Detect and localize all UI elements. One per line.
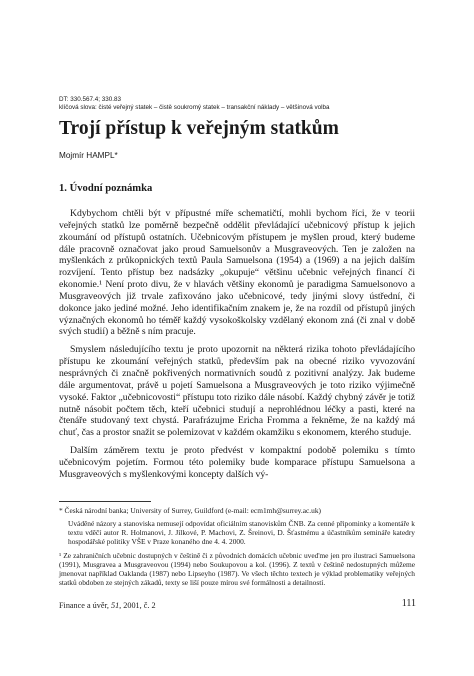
article-title: Trojí přístup k veřejným statkům <box>59 118 339 139</box>
journal-year-issue: , 2001, č. 2 <box>119 601 156 610</box>
dt-classification: DT: 330.567.4; 330.83 <box>59 96 121 103</box>
footnote-divider <box>59 501 151 502</box>
journal-volume: 51 <box>110 601 120 610</box>
article-metadata <box>59 96 419 113</box>
body-paragraph: Dalším záměrem textu je proto předvést v kompaktní podobě polemiku s tímto učebnicovým pojetím. Formou této polemiky bude komparace přístupu Samuelsona a Musgraveových s myšlenkovými koncepty dalších vý- <box>59 445 415 480</box>
body-paragraph: Smyslem následujícího textu je proto upozornit na některá rizika tohoto převládajícího přístupu ke zkoumání veřejných statků, především pak na obecné riziko vyvozování nesprávných či značně pokřivených normativních soudů z pozitivní analýzy. Jak budeme dále argumentovat, právě u pojetí Samuelsona a Musgraveových je toto riziko výjimečně vysoké. Faktor „učebnicovosti“ přístupu toto riziko dále násobí. Každý chybný závěr je totiž nutně násobit počtem těch, kteří učebnici studují a neprohlédnou léčky a pasti, které na čtenáře studovaný text chystá. Parafrázujme Ericha Fromma a řekněme, že na každý má chuť, čas a prostor snažit se polemizovat v každém okamžiku s ekonomem, kterého studuje. <box>59 344 415 439</box>
footnote-acknowledgement: Uváděné názory a stanoviska nemusejí odpovídat oficiálním stanoviskům ČNB. Za cenné připominky a komentáře k textu vděčí autor R. Holmanovi, J. Jílkové, P. Machovi, Z. Šreinovi, D. Šťastnému a účastníkům semináře katedry hospodářské politiky VŠE v Praze konaného dne 4. 4. 2000. <box>68 519 415 547</box>
journal-citation <box>59 601 156 611</box>
footnote-affiliation: * Česká národní banka; University of Surrey, Guildford (e-mail: ecm1mh@surrey.ac.uk) <box>59 506 321 515</box>
author-name: Mojmír HAMPL* <box>59 151 118 160</box>
journal-name: Finance a úvěr, <box>59 601 109 610</box>
footnotes <box>59 506 415 591</box>
section-heading: 1. Úvodní poznámka <box>59 183 153 194</box>
page-number: 111 <box>401 598 416 609</box>
footnote-1: ¹ Ze zahraničních učebnic dostupných v češtině či z původních domácích učebnic uveďme jen pro ilustraci Samuelsona (1991), Musgravea a Musgraveovou (1994) nebo Soukupovou a kol. (1996). Z textů v češtině nedostupných můžeme jmenovat například Oaklanda (1987) nebo Lipseyho (1987). Ve všech těchto textech je výklad problematiky veřejných statků obdoben ze stejných zákadů, texty se liší pouze mírou své formálnosti a detailností. <box>59 550 415 588</box>
keywords-line: klíčová slova: čisté veřejný statek – čistě soukromý statek – transakční náklady – většinová volba <box>59 104 330 112</box>
body-paragraph: Kdybychom chtěli být v přípustné míře schematičtí, mohli bychom říci, že v teorii veřejných statků lze poměrně bezpečně oddělit převládající učebnicový přístup k jejich zkoumání od přístupů ostatních. Učebnicovým přístupem je myšlen proud, který budeme dále pracovně označovat jako proud Samuelsonův a Musgraveových. Ten je založen na myšlenkách z průkopnických textů Paula Samuelsona (1954) a (1969) a na jejich dalším rozvíjení. Tento přístup bez nadsázky „okupuje“ většinu učebnic veřejných financí či ekonomie.¹ Není proto divu, že v hlavách většiny ekonomů je paradigma Samuelsonovo a Musgraveových již trvale zafixováno jako učebnicové, tedy jinými slovy ústřední, či dokonce jako jediné možné. Jeho identifikačním znakem je, že na rozdíl od přístupů jiných význačných ekonomů ho téměř každý vysokoškolsky vzdělaný ekonom zná (či znal v době svých studií) a běžně s ním pracuje. <box>59 208 415 338</box>
article-body <box>59 208 415 487</box>
